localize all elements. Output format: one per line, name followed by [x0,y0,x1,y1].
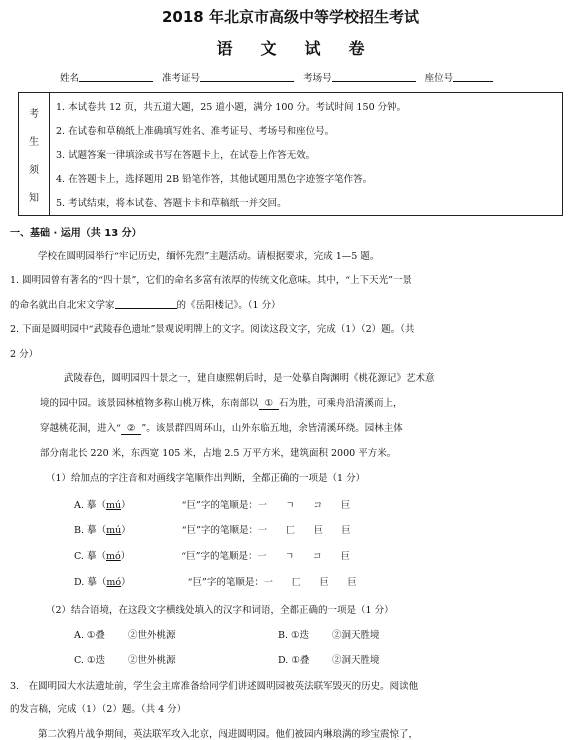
candidate-info-row [60,70,493,84]
passage-blank-1: ① [259,398,280,410]
option-d: D. 摹（mó） “巨”字的笔顺是：一 匚 巨 巨 [74,577,365,588]
notice-item: 5. 考试结束，将本试卷、答题卡卡和草稿纸一并交回。 [56,198,287,209]
passage-line: 武陵春色，圆明园四十景之一，建自康熙朝后时，是一处摹自陶渊明《桃花源记》艺术意 [64,373,435,384]
notice-item: 4. 在答题卡上，选择题用 2B 铅笔作答，其他试题用黑色字迹签字笔作答。 [56,174,373,185]
passage-blank-2: ② [121,423,142,435]
passage-line: 部分南北长 220 米，东西宽 105 米，占地 2.5 万平方米，建筑面积 2000 平方米。 [40,448,397,459]
passage-line: 境的园中园。该景园林植物多称山桃万株，东南部以 ① 石为胜，可乘舟沿清溪而上， [40,398,403,409]
exam-number-label: 准考证号 [162,73,201,84]
option-row: A. ①叠 ②世外桃源 B. ①迭 ②洞天胜境 [74,630,380,641]
passage-line: 穿越桃花洞，进入“ ② ”。该景群四周环山，山外东临五地，余皆清溪环绕。园林主体 [40,423,403,434]
q2-line: 2. 下面是圆明园中“武陵春色遗址”景观说明牌上的文字。阅读这段文字，完成（1）（2）题。（共 [10,324,415,335]
option-b: B. 摹（mú） “巨”字的笔顺是：一 匚 巨 巨 [74,525,359,536]
room-field[interactable] [332,71,416,82]
sub-question-1: （1）给加点的字注音和对画线字笔顺作出判断，全都正确的一项是（1 分） [46,473,366,484]
exam-number-field[interactable] [200,71,294,82]
seat-label: 座位号 [424,73,454,84]
q1-line: 的命名就出自北宋文学家 的《岳阳楼记》。（1 分） [10,300,281,311]
q1-line: 1. 圆明园曾有著名的“四十景”，它们的命名多富有浓厚的传统文化意味。其中，“上下天光”一景 [10,275,413,286]
passage-line: 第二次鸦片战争期间，英法联军攻入北京，闯进圆明园。他们被园内琳琅满的珍宝震惊了， [38,729,419,740]
notice-item: 1. 本试卷共 12 页，共五道大题，25 道小题，满分 100 分。考试时间 150 分钟。 [56,102,407,113]
notice-item: 2. 在试卷和草稿纸上准确填写姓名、准考证号、考场号和座位号。 [56,126,335,137]
option-row: C. ①迭 ②世外桃源 D. ①叠 ②洞天胜境 [74,655,380,666]
exam-notice-box [18,92,563,216]
q2-line: 2 分） [10,349,39,360]
notice-item: 3. 试题答案一律填涂或书写在答题卡上，在试卷上作答无效。 [56,150,316,161]
subject-title: 语文试卷 [216,39,393,58]
name-field[interactable] [79,71,153,82]
name-label: 姓名 [60,73,80,84]
option-a: A. 摹（mú） “巨”字的笔顺是：一 ㄱ コ 巨 [74,500,359,511]
q3-line: 的发言稿，完成（1）（2）题。（共 4 分） [10,704,187,715]
notice-heading: 考 生 须 知 [19,93,50,215]
section-intro: 学校在圆明园举行“牢记历史，缅怀先烈”主题活动。请根据要求，完成 1—5 题。 [38,251,380,262]
sub-question-2: （2）结合语境，在这段文字横线处填入的汉字和词语，全都正确的一项是（1 分） [46,605,394,616]
option-c: C. 摹（mó） “巨”字的笔顺是：一 ㄱ コ 巨 [74,551,358,562]
seat-field[interactable] [453,71,493,82]
section-heading: 一、基础 · 运用（共 13 分） [10,228,142,239]
room-label: 考场号 [303,73,332,84]
exam-title: 2018 年北京市高级中等学校招生考试 [162,8,419,26]
q3-line: 3. 在圆明园大水法遗址前，学生会主席准备给同学们讲述圆明园被英法联军毁灭的历史。阅读他 [10,681,419,692]
q1-answer-blank[interactable] [115,298,177,309]
